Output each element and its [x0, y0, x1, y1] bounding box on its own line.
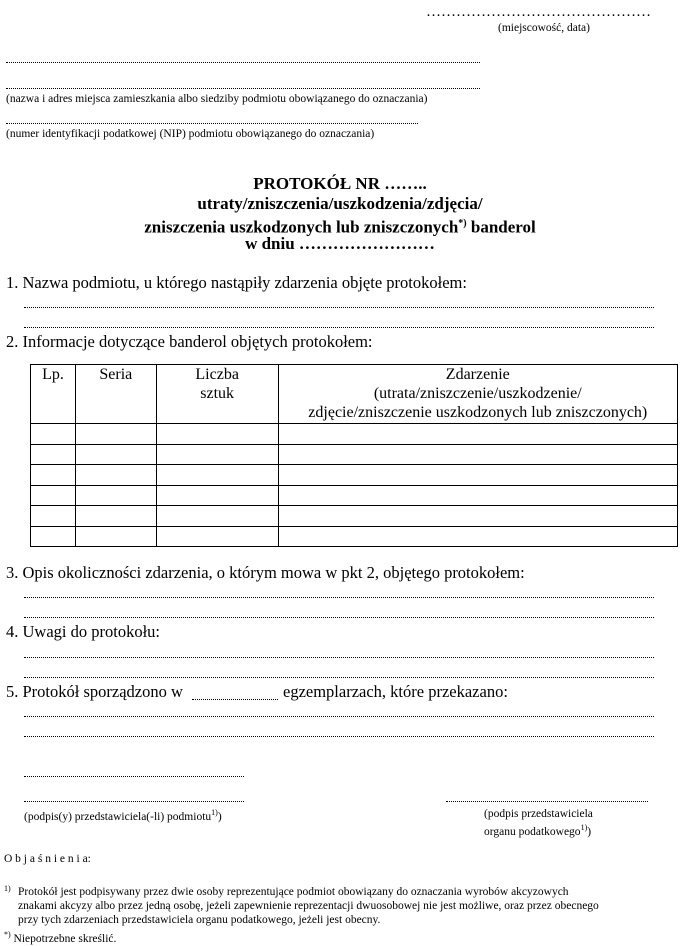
table-cell[interactable] [156, 526, 278, 547]
table-cell[interactable] [31, 485, 76, 506]
table-cell[interactable] [278, 465, 677, 486]
place-date-dots: ……………………………………… [426, 4, 651, 20]
footnote-1-line-1: Protokół jest podpisywany przez dwie osoby reprezentujące podmiot obowiązany do oznaczania wyrobów akcyzowych [18, 886, 569, 898]
col-liczba-label-2: sztuk [200, 385, 235, 402]
section-1-heading: 1. Nazwa podmiotu, u którego nastąpiły zdarzenia objęte protokołem: [6, 273, 467, 292]
name-address-label: (nazwa i adres miejsca zamieszkania albo siedziby podmiotu obowiązanego do oznaczania) [6, 93, 428, 105]
signature-right-footnote-mark: 1) [580, 823, 588, 832]
title-line3-text: zniszczenia uszkodzonych lub zniszczonych [144, 217, 459, 237]
table-row [31, 506, 678, 527]
table-cell[interactable] [156, 485, 278, 506]
section-3-dotline-2[interactable] [24, 617, 654, 618]
table-row [31, 424, 678, 445]
footnote-2 [4, 928, 116, 946]
signature-right-caption-text: organu podatkowego [484, 825, 581, 838]
table-cell[interactable] [75, 444, 156, 465]
section-1-dotline-1[interactable] [24, 307, 654, 308]
footnote-1-line-3: przy tych zdarzeniach przedstawiciela organu podatkowego, jeżeli jest obecny. [18, 914, 381, 926]
place-date-label: (miejscowość, data) [498, 22, 590, 34]
section-5-heading-end: egzemplarzach, które przekazano: [283, 682, 508, 701]
table-cell[interactable] [278, 506, 677, 527]
table-cell[interactable] [75, 424, 156, 445]
table-cell[interactable] [278, 485, 677, 506]
footnote-2-text: Niepotrzebne skreślić. [10, 932, 117, 945]
table-row [31, 465, 678, 486]
table-cell[interactable] [156, 506, 278, 527]
signature-line-right[interactable] [446, 801, 648, 802]
table-cell[interactable] [31, 444, 76, 465]
section-2-heading: 2. Informacje dotyczące banderol objętych protokołem: [6, 332, 373, 351]
col-zdarzenie-header [278, 365, 677, 424]
col-zdarzenie-label-2: (utrata/zniszczenie/uszkodzenie/ [373, 385, 582, 402]
footnote-2-mark: *) [4, 930, 11, 939]
signature-left-caption [24, 808, 222, 823]
section-5-dotline-1[interactable] [24, 716, 654, 717]
table-cell[interactable] [31, 506, 76, 527]
signature-left-caption-end: ) [217, 810, 222, 823]
col-liczba-header [156, 365, 278, 424]
section-3-dotline-1[interactable] [24, 597, 654, 598]
signature-right-caption-1: (podpis przedstawiciela [484, 808, 593, 820]
table-cell[interactable] [278, 444, 677, 465]
col-lp-header [31, 365, 76, 424]
signature-line-left-1[interactable] [24, 776, 244, 777]
signature-left-caption-text: (podpis(y) przedstawiciela(-li) podmiotu [24, 810, 212, 823]
table-cell[interactable] [31, 424, 76, 445]
section-3-heading: 3. Opis okoliczności zdarzenia, o którym mowa w pkt 2, objętego protokołem: [6, 563, 525, 582]
protocol-title-line4: w dniu …………………… [245, 234, 435, 253]
nip-label: (numer identyfikacji podatkowej (NIP) podmiotu obowiązanego do oznaczania) [6, 128, 375, 140]
table-cell[interactable] [156, 424, 278, 445]
table-cell[interactable] [278, 424, 677, 445]
table-row [31, 444, 678, 465]
table-cell[interactable] [31, 526, 76, 547]
col-seria-header [75, 365, 156, 424]
section-5-heading-start: 5. Protokół sporządzono w [6, 682, 183, 701]
section-5-dotline-2[interactable] [24, 736, 654, 737]
banderol-table [30, 364, 678, 547]
footnote-1-line-2: znakami akcyzy albo przez jedną osobę, jeżeli zapewnienie reprezentacji dwuosobowej nie jest możliwe, oraz przez obecnego [18, 900, 599, 912]
table-cell[interactable] [75, 465, 156, 486]
nip-dotline[interactable] [6, 123, 418, 124]
section-4-dotline-1[interactable] [24, 657, 654, 658]
signature-right-caption-2 [484, 823, 591, 838]
table-header-row [31, 365, 678, 424]
signature-right-caption-end: ) [587, 825, 592, 838]
table-row [31, 526, 678, 547]
name-address-dotline-2[interactable] [6, 88, 480, 89]
protocol-title-line1: PROTOKÓŁ NR …….. [253, 174, 427, 193]
section-4-dotline-2[interactable] [24, 677, 654, 678]
title-footnote-mark: *) [458, 218, 467, 229]
table-cell[interactable] [75, 526, 156, 547]
title-line3-end: banderol [466, 217, 536, 237]
col-seria-label: Seria [99, 366, 133, 383]
col-liczba-label-1: Liczba [195, 366, 239, 383]
signature-line-left-2[interactable] [24, 801, 244, 802]
explanations-heading: O b j a ś n i e n i a: [4, 853, 91, 865]
col-zdarzenie-label-3: zdjęcie/zniszczenie uszkodzonych lub zniszczonych) [308, 404, 648, 421]
table-cell[interactable] [156, 465, 278, 486]
protocol-title-line2: utraty/zniszczenia/uszkodzenia/zdjęcia/ [197, 194, 483, 213]
table-row [31, 485, 678, 506]
section-4-heading: 4. Uwagi do protokołu: [6, 622, 160, 641]
col-zdarzenie-label-1: Zdarzenie [445, 366, 510, 383]
section-1-dotline-2[interactable] [24, 327, 654, 328]
table-cell[interactable] [156, 444, 278, 465]
table-cell[interactable] [75, 485, 156, 506]
table-cell[interactable] [31, 465, 76, 486]
table-cell[interactable] [75, 506, 156, 527]
name-address-dotline-1[interactable] [6, 62, 480, 63]
copies-count-field[interactable] [192, 699, 278, 700]
table-cell[interactable] [278, 526, 677, 547]
col-lp-label: Lp. [42, 366, 64, 383]
footnote-1-mark: 1) [4, 884, 11, 893]
signature-left-footnote-mark: 1) [211, 808, 218, 817]
